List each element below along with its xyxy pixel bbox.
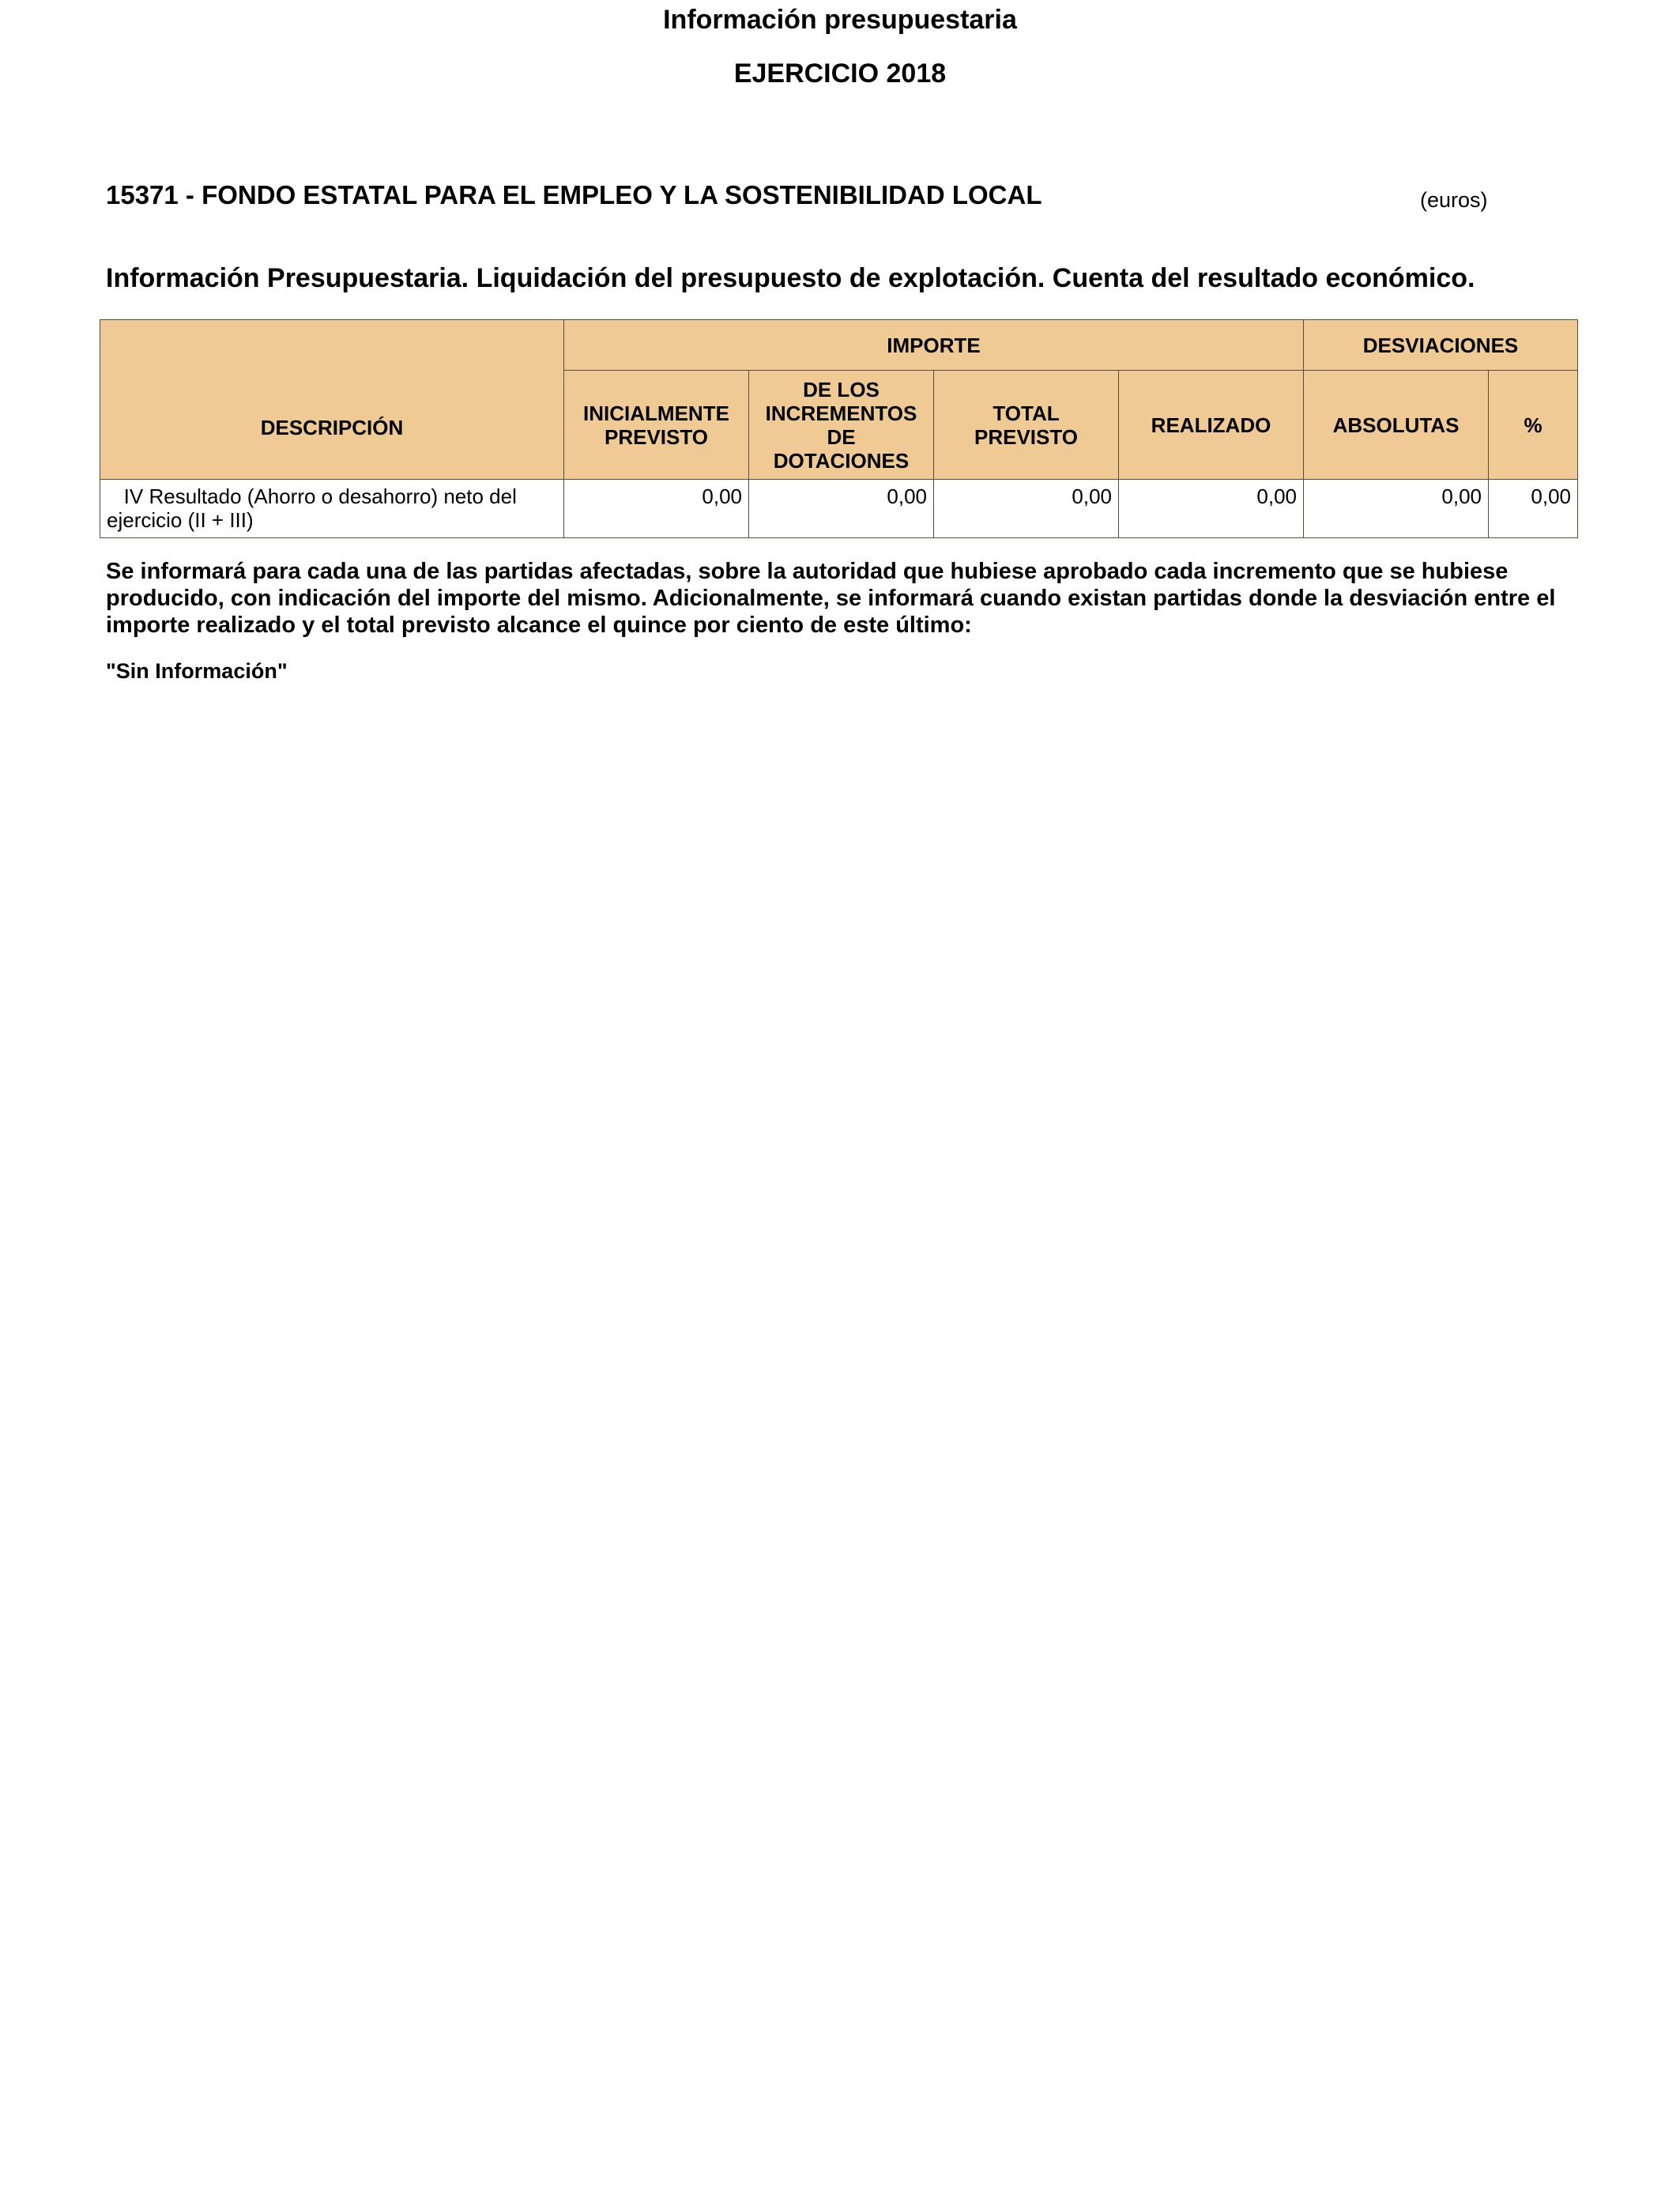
header-line: INICIALMENTE [583,401,729,425]
cell-incrementos: 0,00 [749,480,934,538]
header-importe: IMPORTE [564,320,1304,371]
currency-units: (euros) [1420,188,1488,212]
header-percent: % [1489,371,1578,480]
cell-total-previsto: 0,00 [934,480,1119,538]
no-info-text: "Sin Información" [106,659,288,683]
cell-absolutas: 0,00 [1304,480,1489,538]
description-line: ejercicio (II + III) [107,508,254,532]
exercise-year: EJERCICIO 2018 [733,58,947,89]
header-line: DE LOS [803,377,880,401]
header-realizado: REALIZADO [1119,371,1304,480]
table-header-row [100,320,1578,371]
header-desviaciones: DESVIACIONES [1304,320,1578,371]
header-line: DE [827,424,856,449]
header-line: PREVISTO [604,424,708,449]
fund-title: 15371 - FONDO ESTATAL PARA EL EMPLEO Y LA SOSTENIBILIDAD LOCAL [106,180,1042,209]
cell-inicialmente-previsto: 0,00 [564,480,749,538]
row-description [100,480,564,538]
section-title: Información Presupuestaria. Liquidación del presupuesto de explotación. Cuenta del resultado económico. [106,263,1475,293]
header-line: PREVISTO [974,424,1078,449]
cell-percent: 0,00 [1489,480,1578,538]
header-line: DOTACIONES [773,448,910,473]
header-inicialmente-previsto [564,371,749,480]
budget-table [100,319,1578,538]
header-description: DESCRIPCIÓN [100,320,564,480]
cell-realizado: 0,00 [1119,480,1304,538]
header-absolutas: ABSOLUTAS [1304,371,1489,480]
page-title: Información presupuestaria [663,5,1017,35]
note-paragraph: Se informará para cada una de las partidas afectadas, sobre la autoridad que hubiese aprobado cada incremento que se hubiese producido, con indicación del importe del mismo. Adicionalmente, se informará cuando existan partidas donde la desviación entre el importe realizado y el total previsto alcance el quince por ciento de este último: [106,559,1556,638]
header-line: TOTAL [993,401,1060,425]
description-line: IV Resultado (Ahorro o desahorro) neto del [107,484,517,508]
table-row [100,480,1578,538]
header-incrementos-dotaciones [749,371,934,480]
header-line: INCREMENTOS [765,401,917,425]
header-total-previsto [934,371,1119,480]
